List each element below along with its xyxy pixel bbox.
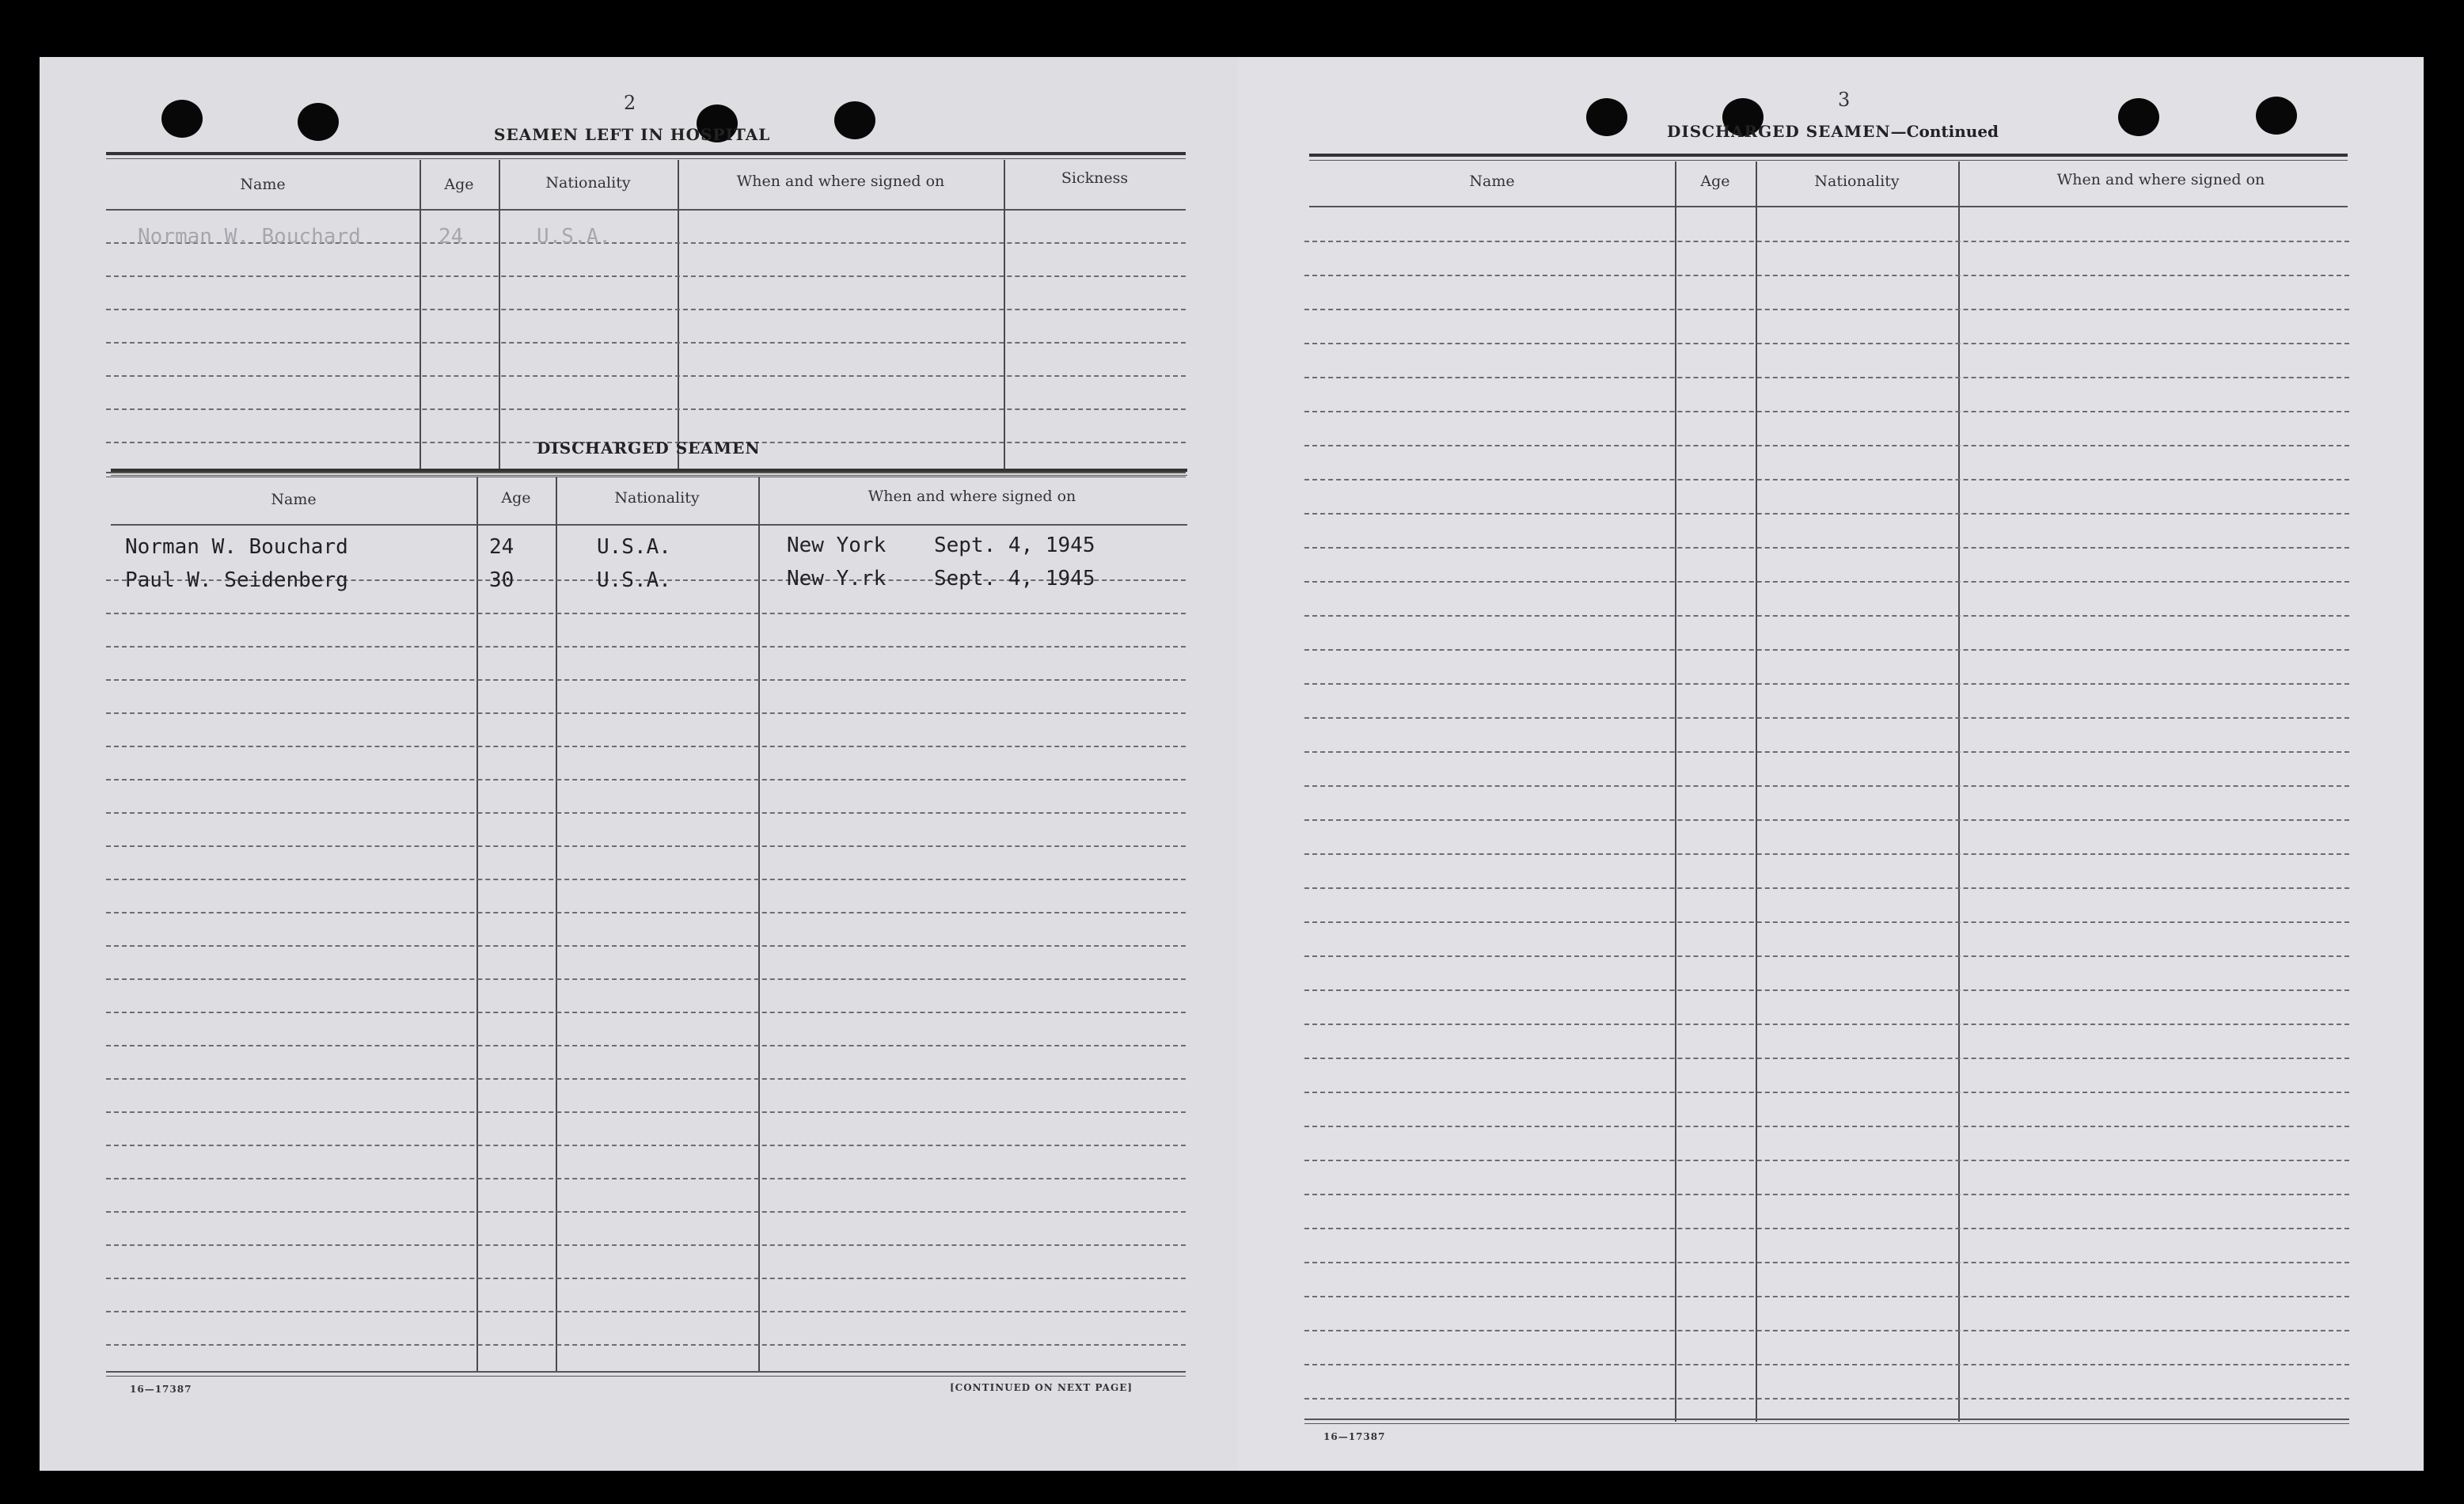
row-line	[1304, 513, 2349, 515]
row-line	[1304, 1194, 2349, 1195]
column-header-name: Name	[240, 176, 286, 193]
row-line	[1304, 1228, 2349, 1229]
table-top-rule	[1309, 154, 2348, 157]
row-line	[1304, 785, 2349, 787]
row-line	[106, 1111, 1186, 1113]
left-page	[40, 57, 1238, 1471]
row-line	[1304, 683, 2349, 685]
page-number: 3	[1838, 89, 1851, 111]
row-line	[106, 646, 1186, 648]
row-line	[106, 1278, 1186, 1279]
row-line	[1304, 411, 2349, 412]
row-line	[106, 978, 1186, 980]
row-line	[1304, 1058, 2349, 1059]
row-line	[1304, 955, 2349, 957]
row-line	[106, 613, 1186, 614]
row-line	[106, 1145, 1186, 1146]
right-page	[1238, 57, 2424, 1471]
row-line	[106, 1311, 1186, 1312]
column-header-nationality: Nationality	[545, 174, 631, 192]
column-header-age: Age	[444, 176, 474, 193]
row-line	[106, 1012, 1186, 1013]
row-line	[1304, 343, 2349, 344]
row-line	[106, 945, 1186, 947]
table-bottom-rule	[1304, 1423, 2349, 1424]
column-divider	[1004, 160, 1005, 472]
row-line	[106, 912, 1186, 913]
row-line	[1304, 717, 2349, 719]
discharged-section-title: DISCHARGED SEAMEN	[537, 439, 761, 458]
column-header-name: Name	[1469, 173, 1515, 190]
hospital-section-title: SEAMEN LEFT IN HOSPITAL	[494, 125, 771, 144]
row-line	[106, 375, 1186, 377]
row-line	[1304, 989, 2349, 991]
row-line	[1304, 377, 2349, 378]
row-line	[1304, 1398, 2349, 1400]
column-divider	[476, 477, 478, 1371]
table-top-rule	[1309, 160, 2348, 161]
column-header-nationality: Nationality	[614, 489, 700, 507]
header-rule	[106, 209, 1186, 211]
column-header-age: Age	[501, 489, 531, 507]
hospital-name-cell: Norman W. Bouchard	[138, 225, 361, 249]
table-bottom-rule	[106, 1371, 1186, 1373]
row-line	[1304, 479, 2349, 480]
row-line	[1304, 887, 2349, 889]
punch-hole	[298, 103, 339, 141]
form-number: 16—17387	[130, 1384, 192, 1395]
column-divider	[1675, 161, 1676, 1422]
row-line	[106, 879, 1186, 880]
row-line	[1304, 309, 2349, 310]
page-number: 2	[624, 92, 636, 114]
row-line	[106, 845, 1186, 847]
row-line	[106, 812, 1186, 814]
header-rule	[1309, 206, 2348, 207]
discharged-name-cell: Norman W. Bouchard	[125, 535, 348, 559]
table-top-rule	[106, 152, 1186, 155]
column-header-signed-on: When and where signed on	[868, 488, 1076, 505]
row-line	[1304, 1092, 2349, 1093]
continued-section-title	[1667, 122, 1999, 141]
discharged-nationality-cell: U.S.A.	[597, 535, 671, 559]
table-top-rule	[111, 475, 1187, 476]
row-line	[1304, 853, 2349, 855]
table-bottom-rule	[106, 1376, 1186, 1377]
column-header-signed-on: When and where signed on	[2056, 171, 2265, 188]
discharged-nationality-cell: U.S.A.	[597, 568, 671, 592]
row-line	[1304, 1024, 2349, 1025]
table-bottom-rule	[106, 472, 1186, 473]
column-header-nationality: Nationality	[1814, 173, 1900, 190]
column-divider	[420, 160, 421, 472]
row-line	[1304, 275, 2349, 276]
hospital-age-cell: 24	[439, 225, 464, 249]
column-header-name: Name	[271, 491, 317, 508]
row-line	[106, 746, 1186, 747]
row-line	[106, 1211, 1186, 1213]
column-divider	[678, 160, 679, 472]
discharged-place-cell: New Y.rk	[787, 567, 887, 591]
column-divider	[758, 477, 760, 1371]
punch-hole	[1586, 98, 1627, 136]
row-line	[106, 1178, 1186, 1179]
column-divider	[499, 160, 500, 472]
row-line	[106, 1244, 1186, 1246]
discharged-age-cell: 24	[489, 535, 514, 559]
row-line	[106, 1045, 1186, 1046]
column-divider	[1958, 161, 1960, 1422]
row-line	[1304, 921, 2349, 923]
row-line	[1304, 241, 2349, 242]
column-header-signed-on: When and where signed on	[736, 173, 945, 190]
row-line	[1304, 581, 2349, 583]
section-title-suffix: —Continued	[1890, 122, 1999, 141]
discharged-date-cell: Sept. 4, 1945	[934, 534, 1095, 557]
punch-hole	[2256, 97, 2297, 135]
discharged-date-cell: Sept. 4, 1945	[934, 567, 1095, 591]
discharged-place-cell: New York	[787, 534, 887, 557]
row-line	[1304, 1160, 2349, 1161]
punch-hole	[834, 101, 875, 139]
row-line	[106, 679, 1186, 681]
continued-note: [CONTINUED ON NEXT PAGE]	[950, 1382, 1133, 1393]
row-line	[1304, 1126, 2349, 1127]
row-line	[106, 408, 1186, 410]
punch-hole	[161, 100, 203, 138]
row-line	[1304, 751, 2349, 753]
section-title-main: DISCHARGED SEAMEN	[1667, 122, 1891, 141]
discharged-age-cell: 30	[489, 568, 514, 592]
row-line	[106, 712, 1186, 714]
row-line	[1304, 1364, 2349, 1365]
row-line	[1304, 1330, 2349, 1331]
column-divider	[556, 477, 557, 1371]
form-number: 16—17387	[1323, 1431, 1386, 1442]
punch-hole	[2118, 98, 2159, 136]
row-line	[106, 779, 1186, 780]
column-divider	[1756, 161, 1757, 1422]
header-rule	[111, 524, 1187, 526]
table-bottom-rule	[1304, 1419, 2349, 1420]
discharged-name-cell: Paul W. Seidenberg	[125, 568, 348, 592]
row-line	[1304, 1296, 2349, 1297]
table-top-rule	[106, 158, 1186, 159]
row-line	[1304, 615, 2349, 617]
column-header-sickness: Sickness	[1061, 169, 1129, 187]
hospital-nationality-cell: U.S.A.	[537, 225, 611, 249]
column-header-age: Age	[1700, 173, 1730, 190]
row-line	[106, 1078, 1186, 1080]
table-top-rule	[111, 469, 1187, 472]
row-line	[106, 309, 1186, 310]
row-line	[106, 275, 1186, 277]
row-line	[1304, 1262, 2349, 1263]
row-line	[106, 1344, 1186, 1346]
row-line	[1304, 649, 2349, 651]
row-line	[1304, 547, 2349, 549]
row-line	[106, 342, 1186, 344]
row-line	[1304, 445, 2349, 446]
row-line	[1304, 819, 2349, 821]
